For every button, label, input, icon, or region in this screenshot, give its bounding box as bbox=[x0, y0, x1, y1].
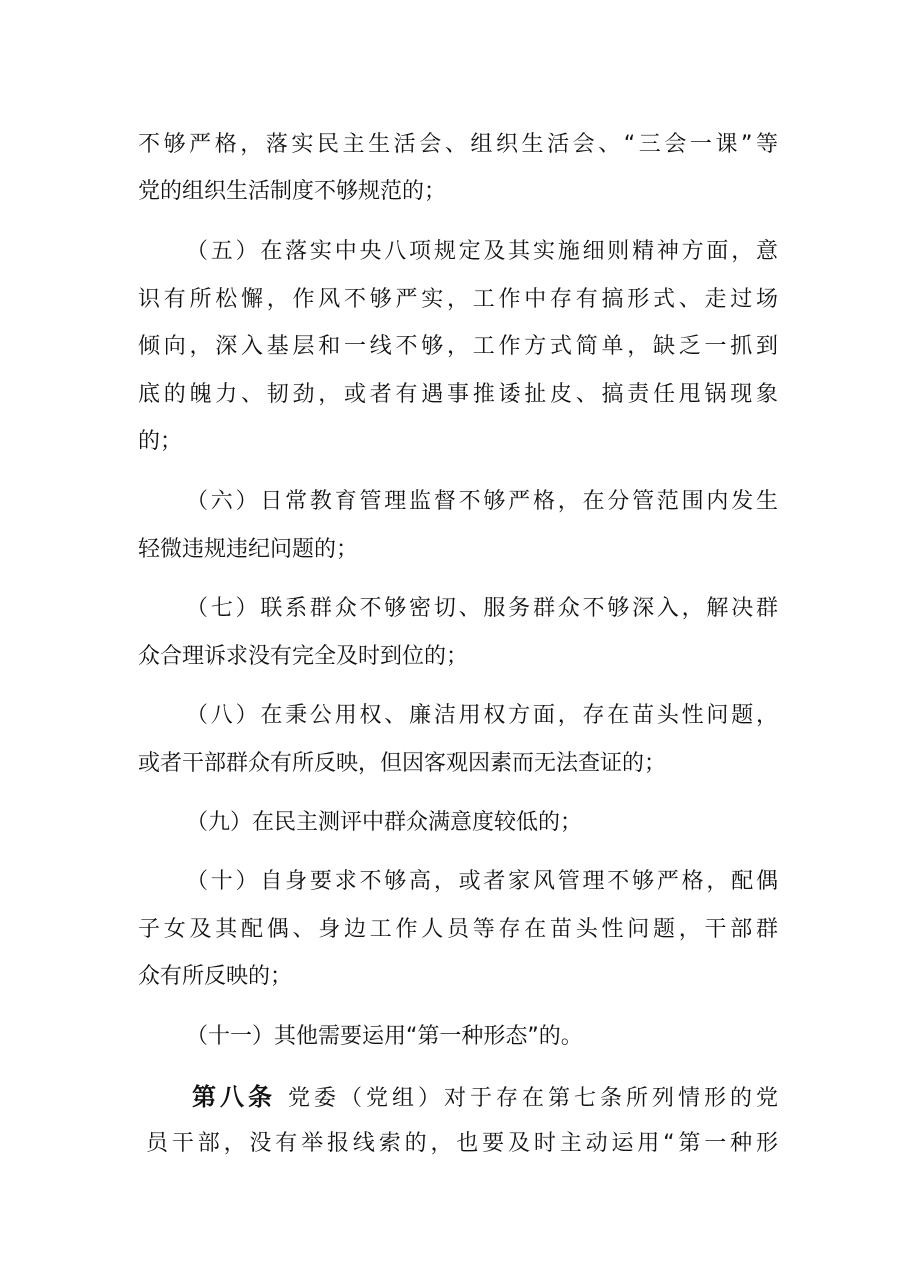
clause-eleven-line: （十一）其他需要运用“第一种形态”的。 bbox=[186, 1024, 583, 1049]
clause-eight-line: （八）在秉公用权、廉洁用权方面，存在苗头性问题， bbox=[186, 703, 778, 728]
text-line: 众有所反映的； bbox=[138, 964, 293, 989]
text-line: 子女及其配偶、身边工作人员等存在苗头性问题，干部群 bbox=[138, 917, 778, 942]
text-line: 的； bbox=[138, 429, 183, 454]
text-line: 众合理诉求没有完全及时到位的； bbox=[138, 644, 469, 669]
text-line: 识有所松懈，作风不够严实，工作中存有搞形式、走过场 bbox=[138, 287, 778, 312]
clause-ten-line: （十）自身要求不够高，或者家风管理不够严格，配偶 bbox=[186, 869, 778, 894]
text-line: 底的魄力、韧劲，或者有遇事推诿扯皮、搞责任甩锅现象 bbox=[138, 382, 778, 407]
text-line: 或者干部群众有所反映，但因客观因素而无法查证的； bbox=[138, 751, 667, 776]
article-eight-line bbox=[192, 1082, 778, 1114]
clause-five-line: （五）在落实中央八项规定及其实施细则精神方面，意 bbox=[186, 239, 778, 264]
text-line: 倾向，深入基层和一线不够，工作方式简单，缺乏一抓到 bbox=[138, 334, 778, 359]
article-eight-heading: 第八条 bbox=[192, 1083, 276, 1111]
clause-nine-line: （九）在民主测评中群众满意度较低的； bbox=[186, 810, 583, 835]
text-line: 轻微违规违纪问题的； bbox=[138, 537, 359, 562]
text-line: 员干部，没有举报线索的，也要及时主动运用“第一种形 bbox=[146, 1131, 778, 1156]
article-eight-text: 党委（党组）对于存在第七条所列情形的党 bbox=[288, 1086, 778, 1111]
text-line: 不够严格，落实民主生活会、组织生活会、“三会一课”等 bbox=[138, 132, 778, 157]
text-line: 党的组织生活制度不够规范的； bbox=[138, 179, 447, 204]
clause-seven-line: （七）联系群众不够密切、服务群众不够深入，解决群 bbox=[186, 596, 778, 621]
clause-six-line: （六）日常教育管理监督不够严格，在分管范围内发生 bbox=[186, 489, 778, 514]
